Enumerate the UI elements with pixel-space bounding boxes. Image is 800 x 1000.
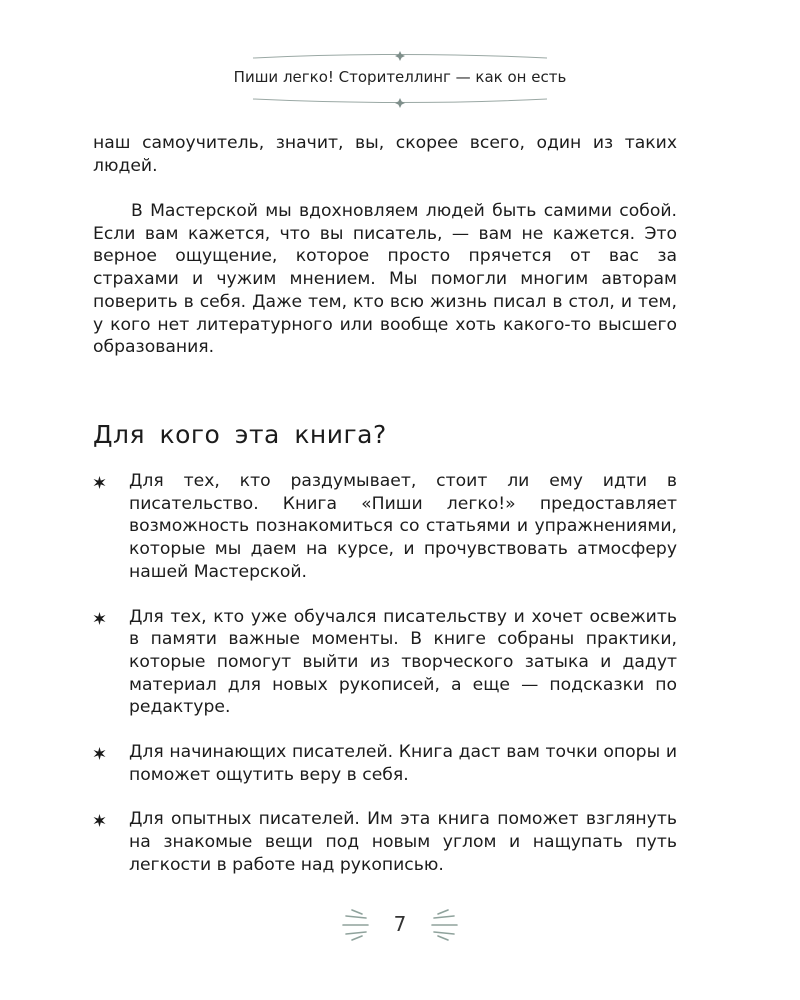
page-folio: [0, 905, 800, 945]
star-bullet-icon: [93, 476, 106, 489]
body-paragraph: В Мастерской мы вдохновляем людей быть самими собой. Если вам кажется, что вы писатель, — вам не кажется. Это верное ощущение, которое просто прячется от вас за страхами и чужим мнением. Мы помогли многим авторам поверить в себя. Даже тем, кто всю жизнь писал в стол, и тем, у кого нет литературного или вообще хоть какого-то высшего образования.: [93, 201, 677, 358]
star-bullet-icon: [93, 814, 106, 827]
star-ornament-icon: [395, 51, 405, 61]
bullet-list: [93, 470, 677, 899]
list-item-text: Для опытных писателей. Им эта книга поможет взглянуть на знакомые вещи под новым углом и нащупать путь легкости в работе над рукописью.: [129, 809, 677, 875]
list-item: [93, 808, 677, 876]
body-paragraph: наш самоучитель, значит, вы, скорее всего, один из таких людей.: [93, 133, 677, 176]
running-head-title: Пиши легко! Сторителлинг — как он есть: [233, 68, 567, 86]
list-item: [93, 606, 677, 720]
list-item-text: Для начинающих писателей. Книга даст вам точки опоры и поможет ощутить веру в себя.: [129, 742, 677, 785]
list-item: [93, 470, 677, 584]
section-heading: Для кого эта книга?: [93, 420, 387, 449]
star-bullet-icon: [93, 747, 106, 760]
star-bullet-icon: [93, 612, 106, 625]
list-item-text: Для тех, кто уже обучался писательству и хочет освежить в памяти важные моменты. В книге собраны практики, которые помогут выйти из творческого затыка и дадут материал для новых рукописей, а еще — подсказки по редактуре.: [129, 606, 677, 718]
list-item-text: Для тех, кто раздумывает, стоит ли ему идти в писательство. Книга «Пиши легко!» предоставляет возможность познакомиться со статьями и упражнениями, которые мы даем на курсе, и прочувствовать атмосферу нашей Мастерской.: [129, 471, 677, 582]
star-ornament-icon: [395, 98, 405, 108]
list-item: [93, 741, 677, 786]
page-number: 7: [393, 912, 407, 936]
running-head: [0, 50, 800, 110]
